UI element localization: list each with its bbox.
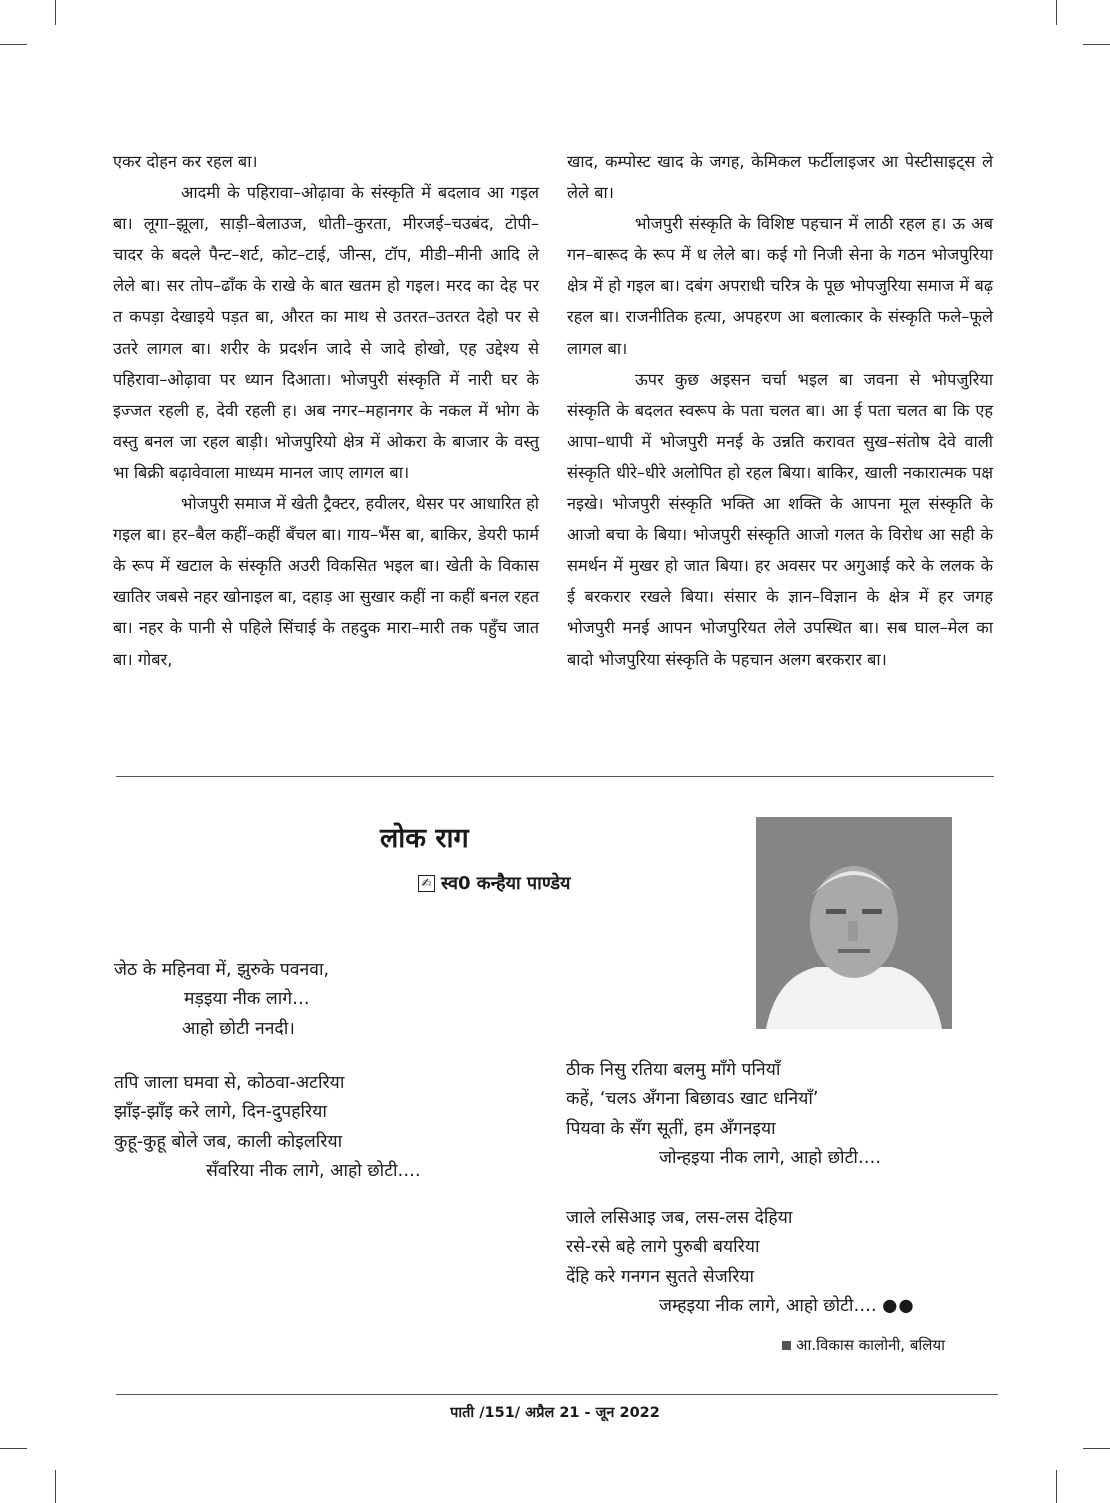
- address-text: आ.विकास कालोनी, बलिया: [796, 1336, 946, 1354]
- poem-line: ठीक निसु रतिया बलमु माँगे पनियाँ: [566, 1060, 781, 1080]
- end-mark: ●●: [882, 1295, 915, 1316]
- poem-stanza: [114, 1069, 421, 1186]
- poem-line: आहो छोटी ननदी।: [182, 1018, 295, 1039]
- article-paragraph: आदमी के पहिरावा–ओढ़ावा के संस्कृति में बदलाव आ गइल बा। लूगा–झूला, साड़ी–बेलाउज, धोती–कुरता, मीरजई–चउबंद, टोपी–चादर के बदले पैन्ट–शर्ट, कोट–टाई, जीन्स, टॉप, मीडी–मीनी आदि ले लेले बा। सर तोप–ढाँक के राखे के बात खतम हो गइल। मरद का देह पर त कपड़ा देखाइये पड़त बा, औरत का माथ से उतरत–उतरत देहो पर से उतरे लागल बा। शरीर के प्रदर्शन जादे से जादे होखो, एह उद्देश्य से पहिरावा–ओढ़ावा पर ध्यान दिआता। भोजपुरी संस्कृति में नारी घर के इज्जत रहली ह, देवी रहली ह। अब नगर–महानगर के नकल में भोग के वस्तु बनल जा रहल बाड़ी। भोजपुरियो क्षेत्र में ओकरा के बाजार के वस्तु भा बिक्री बढ़ावेवाला माध्यम मानल जाए लागल बा।: [113, 183, 539, 482]
- poem-line: पियवा के सँग सूतीं, हम अँगनइया: [566, 1118, 776, 1139]
- pen-icon: ✍: [418, 875, 435, 892]
- article-paragraph: एकर दोहन कर रहल बा।: [113, 152, 258, 171]
- page-footer: पाती /151/ अप्रैल 21 - जून 2022: [450, 1405, 660, 1421]
- poem-line: जाले लसिआइ जब, लस-लस देहिया: [566, 1208, 793, 1228]
- footer-divider: [116, 1394, 998, 1395]
- section-divider: [116, 776, 994, 777]
- article-column-left: [113, 146, 539, 675]
- poem-line: जोन्हइया नीक लागे, आहो छोटी….: [659, 1147, 881, 1168]
- crop-mark: [1056, 0, 1057, 25]
- crop-mark: [0, 44, 27, 45]
- crop-mark: [0, 1448, 27, 1449]
- square-bullet-icon: [782, 1341, 791, 1350]
- poem-line: झाँइ-झाँइ करे लागे, दिन-दुपहरिया: [114, 1102, 327, 1123]
- poem-author: [418, 871, 570, 895]
- article-column-right: [567, 146, 993, 675]
- crop-mark: [1083, 1448, 1110, 1449]
- article-paragraph: भोजपुरी संस्कृति के विशिष्ट पहचान में लाठी रहल ह। ऊ अब गन–बारूद के रूप में ध लेले बा। कई गो निजी सेना के गठन भोजपुरिया क्षेत्र में हो गइल बा। दबंग अपराधी चरित्र के पूछ भोपजुरिया समाज में बढ़ रहल बा। राजनीतिक हत्या, अपहरण आ बलात्कार के संस्कृति फले–फूले लागल बा।: [567, 214, 993, 358]
- poem-line: कुहू-कुहू बोले जब, काली कोइलरिया: [114, 1131, 343, 1152]
- article-paragraph: ऊपर कुछ अइसन चर्चा भइल बा जवना से भोपजुरिया संस्कृति के बदलत स्वरूप के पता चलत बा। आ ई पता चलत बा कि एह आपा–धापी में भोजपुरी मनई के उन्नति करावत सुख–संतोष देवे वाली संस्कृति धीरे–धीरे अलोपित हो रहल बिया। बाकिर, खाली नकारात्मक पक्ष नइखे। भोजपुरी संस्कृति भक्ति आ शक्ति के आपना मूल संस्कृति के आजो बचा के बिया। भोजपुरी संस्कृति आजो गलत के विरोध आ सही के समर्थन में मुखर हो जात बिया। हर अवसर पर अगुआई करे के ललक के ई बरकरार रखले बिया। संसार के ज्ञान–विज्ञान के क्षेत्र में हर जगह भोजपुरी मनई आपन भोजपुरियत लेले उपस्थित बा। सब घाल–मेल का बादो भोजपुरिया संस्कृति के पहचान अलग बरकरार बा।: [567, 369, 993, 669]
- portrait-image: [756, 817, 952, 1029]
- poem-line-wrap: [566, 1292, 915, 1321]
- author-photo: [756, 817, 952, 1029]
- poem-line: कहें, ‘चलऽ अँगना बिछावऽ खाट धनियाँ’: [566, 1089, 819, 1110]
- poem-title: लोक राग: [380, 823, 469, 854]
- crop-mark: [55, 1470, 56, 1503]
- poem-line: जम्हइया नीक लागे, आहो छोटी….: [659, 1295, 877, 1316]
- author-name: स्व0 कन्हैया पाण्डेय: [441, 873, 571, 894]
- author-address: [782, 1335, 945, 1355]
- poem-line: तपि जाला घमवा से, कोठवा-अटरिया: [114, 1073, 345, 1093]
- poem-line: मड़इया नीक लागे…: [184, 989, 310, 1010]
- crop-mark: [1083, 44, 1110, 45]
- poem-line: रसे-रसे बहे लागे पुरुबी बयरिया: [566, 1237, 760, 1258]
- article-paragraph: खाद, कम्पोस्ट खाद के जगह, केमिकल फर्टीलाइजर आ पेस्टीसाइट्स ले लेले बा।: [567, 152, 993, 203]
- poem-line: जेठ के महिनवा में, झुरुके पवनवा,: [114, 960, 330, 980]
- crop-mark: [1056, 1470, 1057, 1503]
- article-paragraph: भोजपुरी समाज में खेती ट्रैक्टर, हवीलर, थेसर पर आधारित हो गइल बा। हर–बैल कहीं–कहीं बँचल बा। गाय–भैंस बा, बाकिर, डेयरी फार्म के रूप में खटाल के संस्कृति अउरी विकसित भइल बा। खेती के विकास खातिर जबसे नहर खोनाइल बा, दहाड़ आ सुखार कहीं ना कहीं बनल रहत बा। नहर के पानी से पहिले सिंचाई के तहदुक मारा–मारी तक पहुँच जात बा। गोबर,: [113, 494, 539, 669]
- poem-stanza: [566, 1056, 881, 1173]
- poem-stanza: [114, 956, 329, 1044]
- poem-line: सँवरिया नीक लागे, आहो छोटी….: [206, 1160, 421, 1181]
- poem-line: देंहि करे गनगन सुतते सेजरिया: [566, 1266, 755, 1287]
- poem-stanza: [566, 1204, 915, 1321]
- crop-mark: [55, 0, 56, 25]
